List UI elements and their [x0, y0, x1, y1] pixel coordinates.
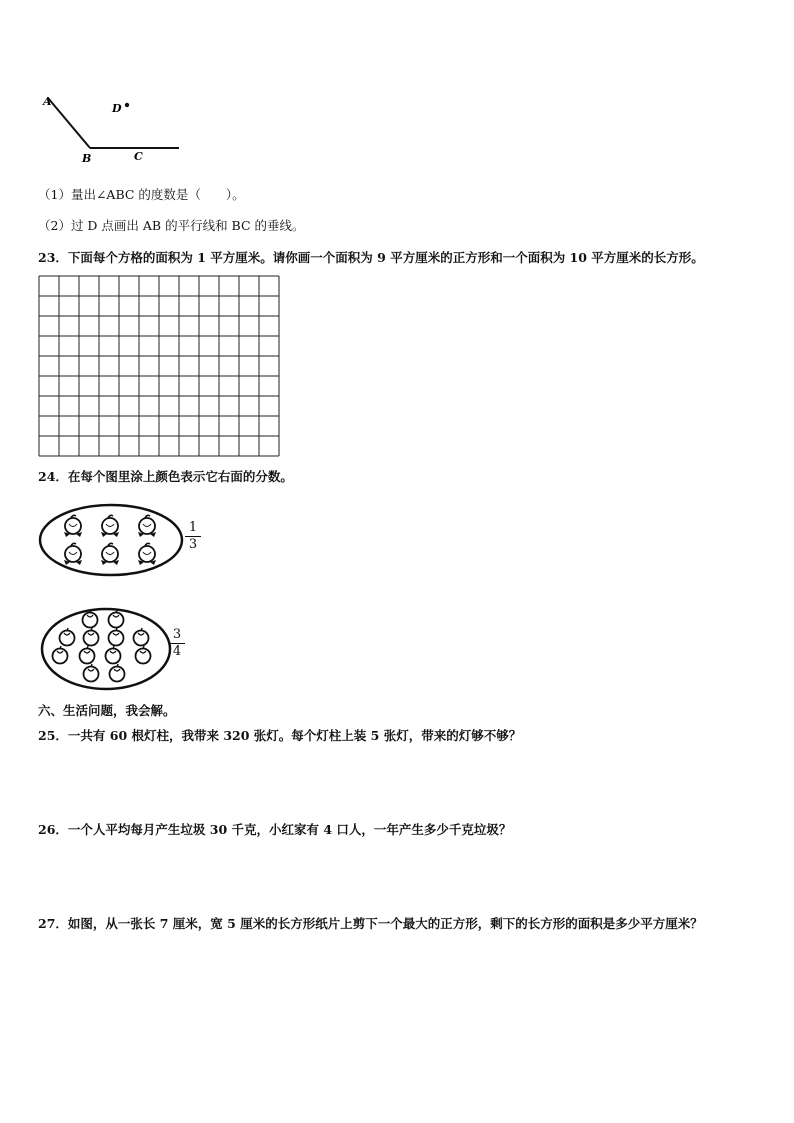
apple-item[interactable]	[110, 664, 125, 682]
ray-ba	[48, 98, 90, 148]
apple-item[interactable]	[60, 628, 75, 646]
q25-text: 25．一共有 60 根灯柱，我带来 320 张灯。每个灯柱上装 5 张灯，带来的灯够不够？	[38, 728, 522, 743]
fraction-1-numerator: 1	[188, 520, 198, 535]
apple-item[interactable]	[53, 646, 68, 664]
apple-item[interactable]	[136, 646, 151, 664]
apple-item[interactable]	[134, 628, 149, 646]
fraction-2-denominator: 4	[172, 644, 182, 659]
q22-part2: （2）过 D 点画出 AB 的平行线和 BC 的垂线。	[38, 218, 305, 233]
fraction-figure-2[interactable]	[40, 606, 172, 692]
fraction-2-numerator: 3	[172, 627, 182, 642]
apple-item[interactable]	[109, 610, 124, 628]
apple-item[interactable]	[106, 646, 121, 664]
peach-item[interactable]	[138, 543, 156, 565]
peach-item[interactable]	[138, 515, 156, 537]
peach-item[interactable]	[64, 515, 82, 537]
apple-item[interactable]	[80, 646, 95, 664]
apple-item[interactable]	[84, 628, 99, 646]
apple-item[interactable]	[109, 628, 124, 646]
fraction-1-third	[185, 521, 201, 552]
label-a: A	[43, 95, 52, 108]
q26-text: 26．一个人平均每月产生垃圾 30 千克，小红家有 4 口人，一年产生多少千克垃圾？	[38, 822, 512, 837]
peach-item[interactable]	[101, 515, 119, 537]
fraction-figure-1[interactable]	[38, 503, 188, 578]
fraction-3-fourths	[169, 628, 185, 659]
apple-item[interactable]	[84, 664, 99, 682]
q22-part1: （1）量出∠ABC 的度数是（ ）。	[38, 187, 245, 202]
q23-text: 23．下面每个方格的面积为 1 平方厘米。请你画一个面积为 9 平方厘米的正方形和一个面积为 10 平方厘米的长方形。	[38, 250, 704, 265]
label-d: D	[112, 102, 122, 115]
peach-item[interactable]	[64, 543, 82, 565]
q24-text: 24．在每个图里涂上颜色表示它右面的分数。	[38, 469, 293, 484]
square-grid[interactable]	[38, 275, 280, 457]
point-d	[125, 103, 129, 107]
section-6-title: 六、生活问题，我会解。	[38, 703, 176, 718]
label-c: C	[134, 150, 143, 163]
peach-item[interactable]	[101, 543, 119, 565]
q27-text: 27．如图，从一张长 7 厘米，宽 5 厘米的长方形纸片上剪下一个最大的正方形，剩下的长方形的面积是多少平方厘米？	[38, 916, 703, 931]
fraction-1-denominator: 3	[188, 537, 198, 552]
label-b: B	[82, 152, 92, 165]
angle-figure	[38, 90, 188, 170]
apple-item[interactable]	[83, 610, 98, 628]
